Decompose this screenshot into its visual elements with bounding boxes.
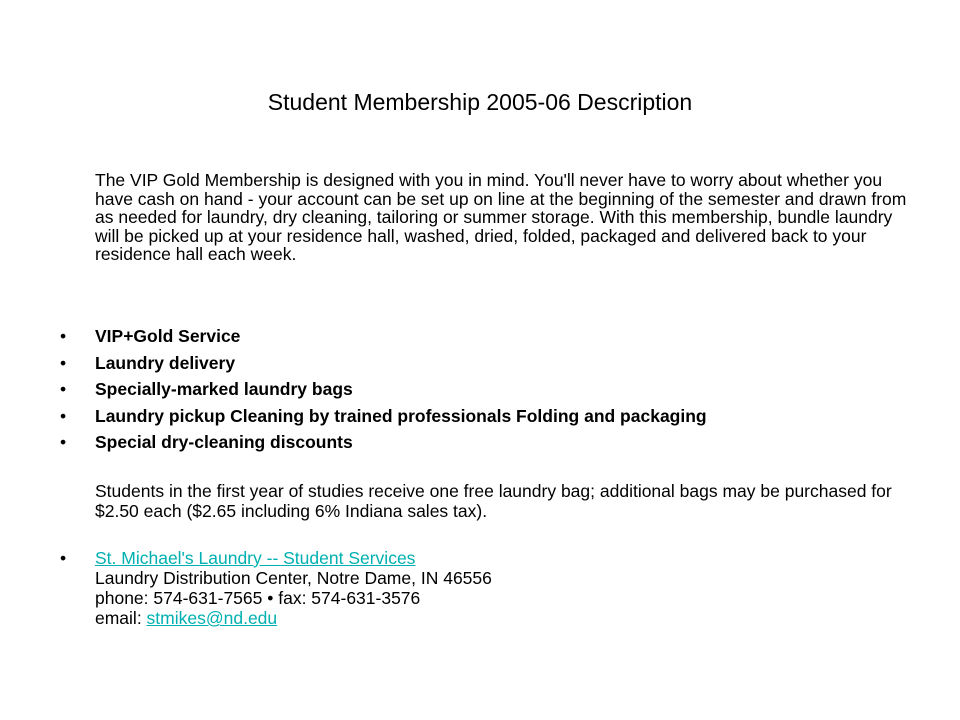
st-michaels-laundry-link[interactable]: St. Michael's Laundry -- Student Services [95,548,416,568]
list-item [0,429,960,456]
email-link[interactable]: stmikes@nd.edu [146,608,278,628]
list-item [0,350,960,377]
list-item [0,323,960,350]
bullet-icon: • [60,352,67,373]
bullet-icon: • [60,379,67,399]
bullet-icon: • [60,432,67,452]
feature-label: Special dry-cleaning discounts [95,432,353,452]
feature-label: Specially-marked laundry bags [95,379,353,399]
feature-label: Laundry delivery [95,352,236,373]
list-item [0,376,960,403]
contact-phone-fax: phone: 574-631-7565 • fax: 574-631-3576 [95,588,421,608]
contact-details [95,548,492,628]
feature-label: VIP+Gold Service [95,326,241,346]
bullet-icon: • [60,405,67,426]
contact-address: Laundry Distribution Center, Notre Dame, IN 46556 [95,568,492,588]
laundry-bag-note: Students in the first year of studies receive one free laundry bag; additional bags may be purchased for $2.50 each ($2.65 including 6% Indiana sales tax). [95,481,892,521]
feature-list [0,323,960,456]
intro-paragraph: The VIP Gold Membership is designed with you in mind. You'll never have to worry about whether you have cash on hand - your account can be set up on line at the beginning of the semester and drawn from as needed for laundry, dry cleaning, tailoring or summer storage. With this membership, bundle laundry will be picked up at your residence hall, washed, dried, folded, packaged and delivered back to your residence hall each week. [95,170,907,264]
email-label: email: [95,608,147,628]
feature-label: Laundry pickup Cleaning by trained professionals Folding and packaging [95,405,707,426]
list-item [0,403,960,430]
contact-link-line [95,548,492,568]
bullet-icon: • [60,548,67,568]
contact-email-line [95,608,492,628]
bullet-icon: • [60,326,67,346]
page-title: Student Membership 2005-06 Description [267,89,693,115]
